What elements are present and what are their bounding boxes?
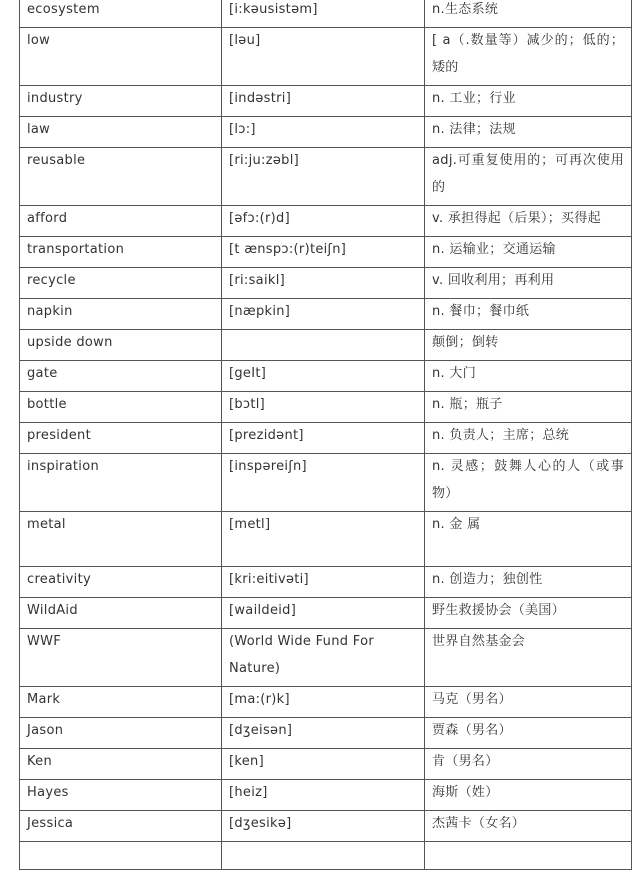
meaning-cell [425, 811, 632, 842]
table-row [20, 718, 632, 749]
phonetic-text: [əfɔ:(r)d] [229, 211, 290, 226]
word-text: creativity [27, 572, 91, 587]
table-row [20, 117, 632, 148]
word-cell [20, 299, 222, 330]
phonetic-cell [222, 268, 425, 299]
phonetic-text: [i:kəusistəm] [229, 2, 318, 17]
phonetic-text: [waildeid] [229, 603, 297, 618]
meaning-text: 杰茜卡（女名） [432, 816, 526, 831]
word-text: Jason [27, 723, 64, 738]
word-text: Mark [27, 692, 61, 707]
phonetic-cell [222, 392, 425, 423]
word-cell [20, 28, 222, 86]
meaning-cell [425, 206, 632, 237]
word-cell [20, 629, 222, 687]
phonetic-text: (World Wide Fund For Nature) [229, 634, 374, 676]
meaning-cell [425, 117, 632, 148]
meaning-cell [425, 598, 632, 629]
word-text: Ken [27, 754, 53, 769]
meaning-text: n. 大门 [432, 366, 477, 381]
word-cell [20, 392, 222, 423]
phonetic-text: [prezidənt] [229, 428, 304, 443]
meaning-cell [425, 268, 632, 299]
meaning-text: [ a（.数量等）减少的；低的；矮的 [432, 33, 624, 75]
phonetic-text: [indəstri] [229, 91, 292, 106]
meaning-text: adj.可重复使用的；可再次使用的 [432, 153, 624, 195]
vocabulary-table [19, 0, 632, 870]
meaning-text: n. 创造力；独创性 [432, 572, 543, 587]
meaning-text: v. 回收利用；再利用 [432, 273, 555, 288]
table-row [20, 361, 632, 392]
meaning-cell [425, 423, 632, 454]
meaning-cell [425, 780, 632, 811]
phonetic-text: [bɔtl] [229, 397, 266, 412]
table-row [20, 842, 632, 870]
vocabulary-table-body [20, 0, 632, 870]
meaning-text: n. 运输业；交通运输 [432, 242, 556, 257]
meaning-cell [425, 454, 632, 512]
phonetic-text: [kri:eitivəti] [229, 572, 309, 587]
word-cell [20, 842, 222, 870]
meaning-cell [425, 330, 632, 361]
word-cell [20, 117, 222, 148]
table-row [20, 392, 632, 423]
meaning-text: 野生救援协会（美国） [432, 603, 566, 618]
meaning-text: n. 法律；法规 [432, 122, 516, 137]
meaning-cell [425, 237, 632, 268]
table-row [20, 512, 632, 567]
meaning-cell [425, 749, 632, 780]
word-text: recycle [27, 273, 76, 288]
meaning-cell [425, 629, 632, 687]
word-cell [20, 749, 222, 780]
phonetic-cell [222, 598, 425, 629]
phonetic-text: [ri:ju:zəbl] [229, 153, 299, 168]
word-text: WildAid [27, 603, 78, 618]
table-row [20, 148, 632, 206]
phonetic-cell [222, 811, 425, 842]
meaning-cell [425, 86, 632, 117]
meaning-text: 海斯（姓） [432, 785, 499, 800]
table-row [20, 687, 632, 718]
meaning-cell [425, 28, 632, 86]
phonetic-cell [222, 330, 425, 361]
word-cell [20, 423, 222, 454]
phonetic-cell [222, 86, 425, 117]
table-row [20, 268, 632, 299]
phonetic-text: [geIt] [229, 366, 267, 381]
phonetic-cell [222, 423, 425, 454]
meaning-cell [425, 361, 632, 392]
phonetic-cell [222, 361, 425, 392]
meaning-cell [425, 512, 632, 567]
word-text: reusable [27, 153, 86, 168]
word-cell [20, 454, 222, 512]
meaning-text: 颠倒；倒转 [432, 335, 499, 350]
meaning-text: n.生态系统 [432, 2, 499, 17]
meaning-text: n. 灵感；鼓舞人心的人（或事物） [432, 459, 624, 501]
word-cell [20, 718, 222, 749]
phonetic-cell [222, 687, 425, 718]
phonetic-cell [222, 512, 425, 567]
word-cell [20, 237, 222, 268]
table-row [20, 28, 632, 86]
phonetic-cell [222, 749, 425, 780]
phonetic-cell [222, 780, 425, 811]
word-text: napkin [27, 304, 73, 319]
phonetic-text: [ri:saikl] [229, 273, 285, 288]
word-text: transportation [27, 242, 125, 257]
word-text: ecosystem [27, 2, 100, 17]
word-cell [20, 86, 222, 117]
phonetic-cell [222, 237, 425, 268]
table-row [20, 811, 632, 842]
word-text: WWF [27, 634, 62, 649]
word-text: Jessica [27, 816, 74, 831]
phonetic-cell [222, 299, 425, 330]
word-text: law [27, 122, 51, 137]
table-row [20, 0, 632, 28]
phonetic-text: [næpkin] [229, 304, 291, 319]
word-cell [20, 268, 222, 299]
word-text: Hayes [27, 785, 69, 800]
phonetic-cell [222, 206, 425, 237]
phonetic-text: [lɔ:] [229, 122, 256, 137]
meaning-text: n. 工业；行业 [432, 91, 516, 106]
meaning-cell [425, 567, 632, 598]
phonetic-cell [222, 454, 425, 512]
phonetic-cell [222, 117, 425, 148]
word-cell [20, 811, 222, 842]
table-row [20, 206, 632, 237]
phonetic-text: [t ænspɔ:(r)teiʃn] [229, 242, 347, 257]
word-text: afford [27, 211, 68, 226]
meaning-text: n. 瓶；瓶子 [432, 397, 503, 412]
meaning-text: 肯（男名） [432, 754, 499, 769]
phonetic-text: [heiz] [229, 785, 268, 800]
meaning-cell [425, 148, 632, 206]
table-row [20, 237, 632, 268]
phonetic-text: [dʒesikə] [229, 816, 292, 831]
phonetic-cell [222, 718, 425, 749]
table-row [20, 330, 632, 361]
table-row [20, 86, 632, 117]
table-row [20, 454, 632, 512]
table-row [20, 423, 632, 454]
meaning-cell [425, 0, 632, 28]
meaning-cell [425, 392, 632, 423]
meaning-text: 贾森（男名） [432, 723, 512, 738]
phonetic-text: [ken] [229, 754, 264, 769]
phonetic-text: [ləu] [229, 33, 261, 48]
phonetic-cell [222, 567, 425, 598]
table-row [20, 780, 632, 811]
meaning-text: 马克（男名） [432, 692, 512, 707]
word-text: gate [27, 366, 58, 381]
word-cell [20, 330, 222, 361]
table-row [20, 299, 632, 330]
phonetic-text: [ma:(r)k] [229, 692, 290, 707]
meaning-text: v. 承担得起（后果）；买得起 [432, 211, 601, 226]
word-cell [20, 687, 222, 718]
word-cell [20, 512, 222, 567]
word-cell [20, 780, 222, 811]
table-row [20, 749, 632, 780]
phonetic-text: [dʒeisən] [229, 723, 293, 738]
word-text: upside down [27, 335, 113, 350]
word-text: industry [27, 91, 83, 106]
meaning-text: n. 餐巾；餐巾纸 [432, 304, 530, 319]
word-cell [20, 148, 222, 206]
word-text: inspiration [27, 459, 100, 474]
meaning-cell [425, 687, 632, 718]
meaning-cell [425, 718, 632, 749]
meaning-cell [425, 299, 632, 330]
phonetic-cell [222, 629, 425, 687]
meaning-text: 世界自然基金会 [432, 634, 526, 649]
word-cell [20, 598, 222, 629]
table-row [20, 598, 632, 629]
phonetic-text: [inspəreiʃn] [229, 459, 307, 474]
word-text: bottle [27, 397, 67, 412]
table-row [20, 629, 632, 687]
phonetic-cell [222, 148, 425, 206]
word-cell [20, 567, 222, 598]
word-cell [20, 0, 222, 28]
meaning-text: n. 负责人；主席；总统 [432, 428, 570, 443]
word-text: metal [27, 517, 66, 532]
meaning-cell [425, 842, 632, 870]
phonetic-cell [222, 28, 425, 86]
table-row [20, 567, 632, 598]
phonetic-cell [222, 842, 425, 870]
word-cell [20, 206, 222, 237]
phonetic-text: [metl] [229, 517, 271, 532]
phonetic-cell [222, 0, 425, 28]
word-text: low [27, 33, 51, 48]
word-cell [20, 361, 222, 392]
word-text: president [27, 428, 91, 443]
meaning-text: n. 金 属 [432, 517, 481, 532]
